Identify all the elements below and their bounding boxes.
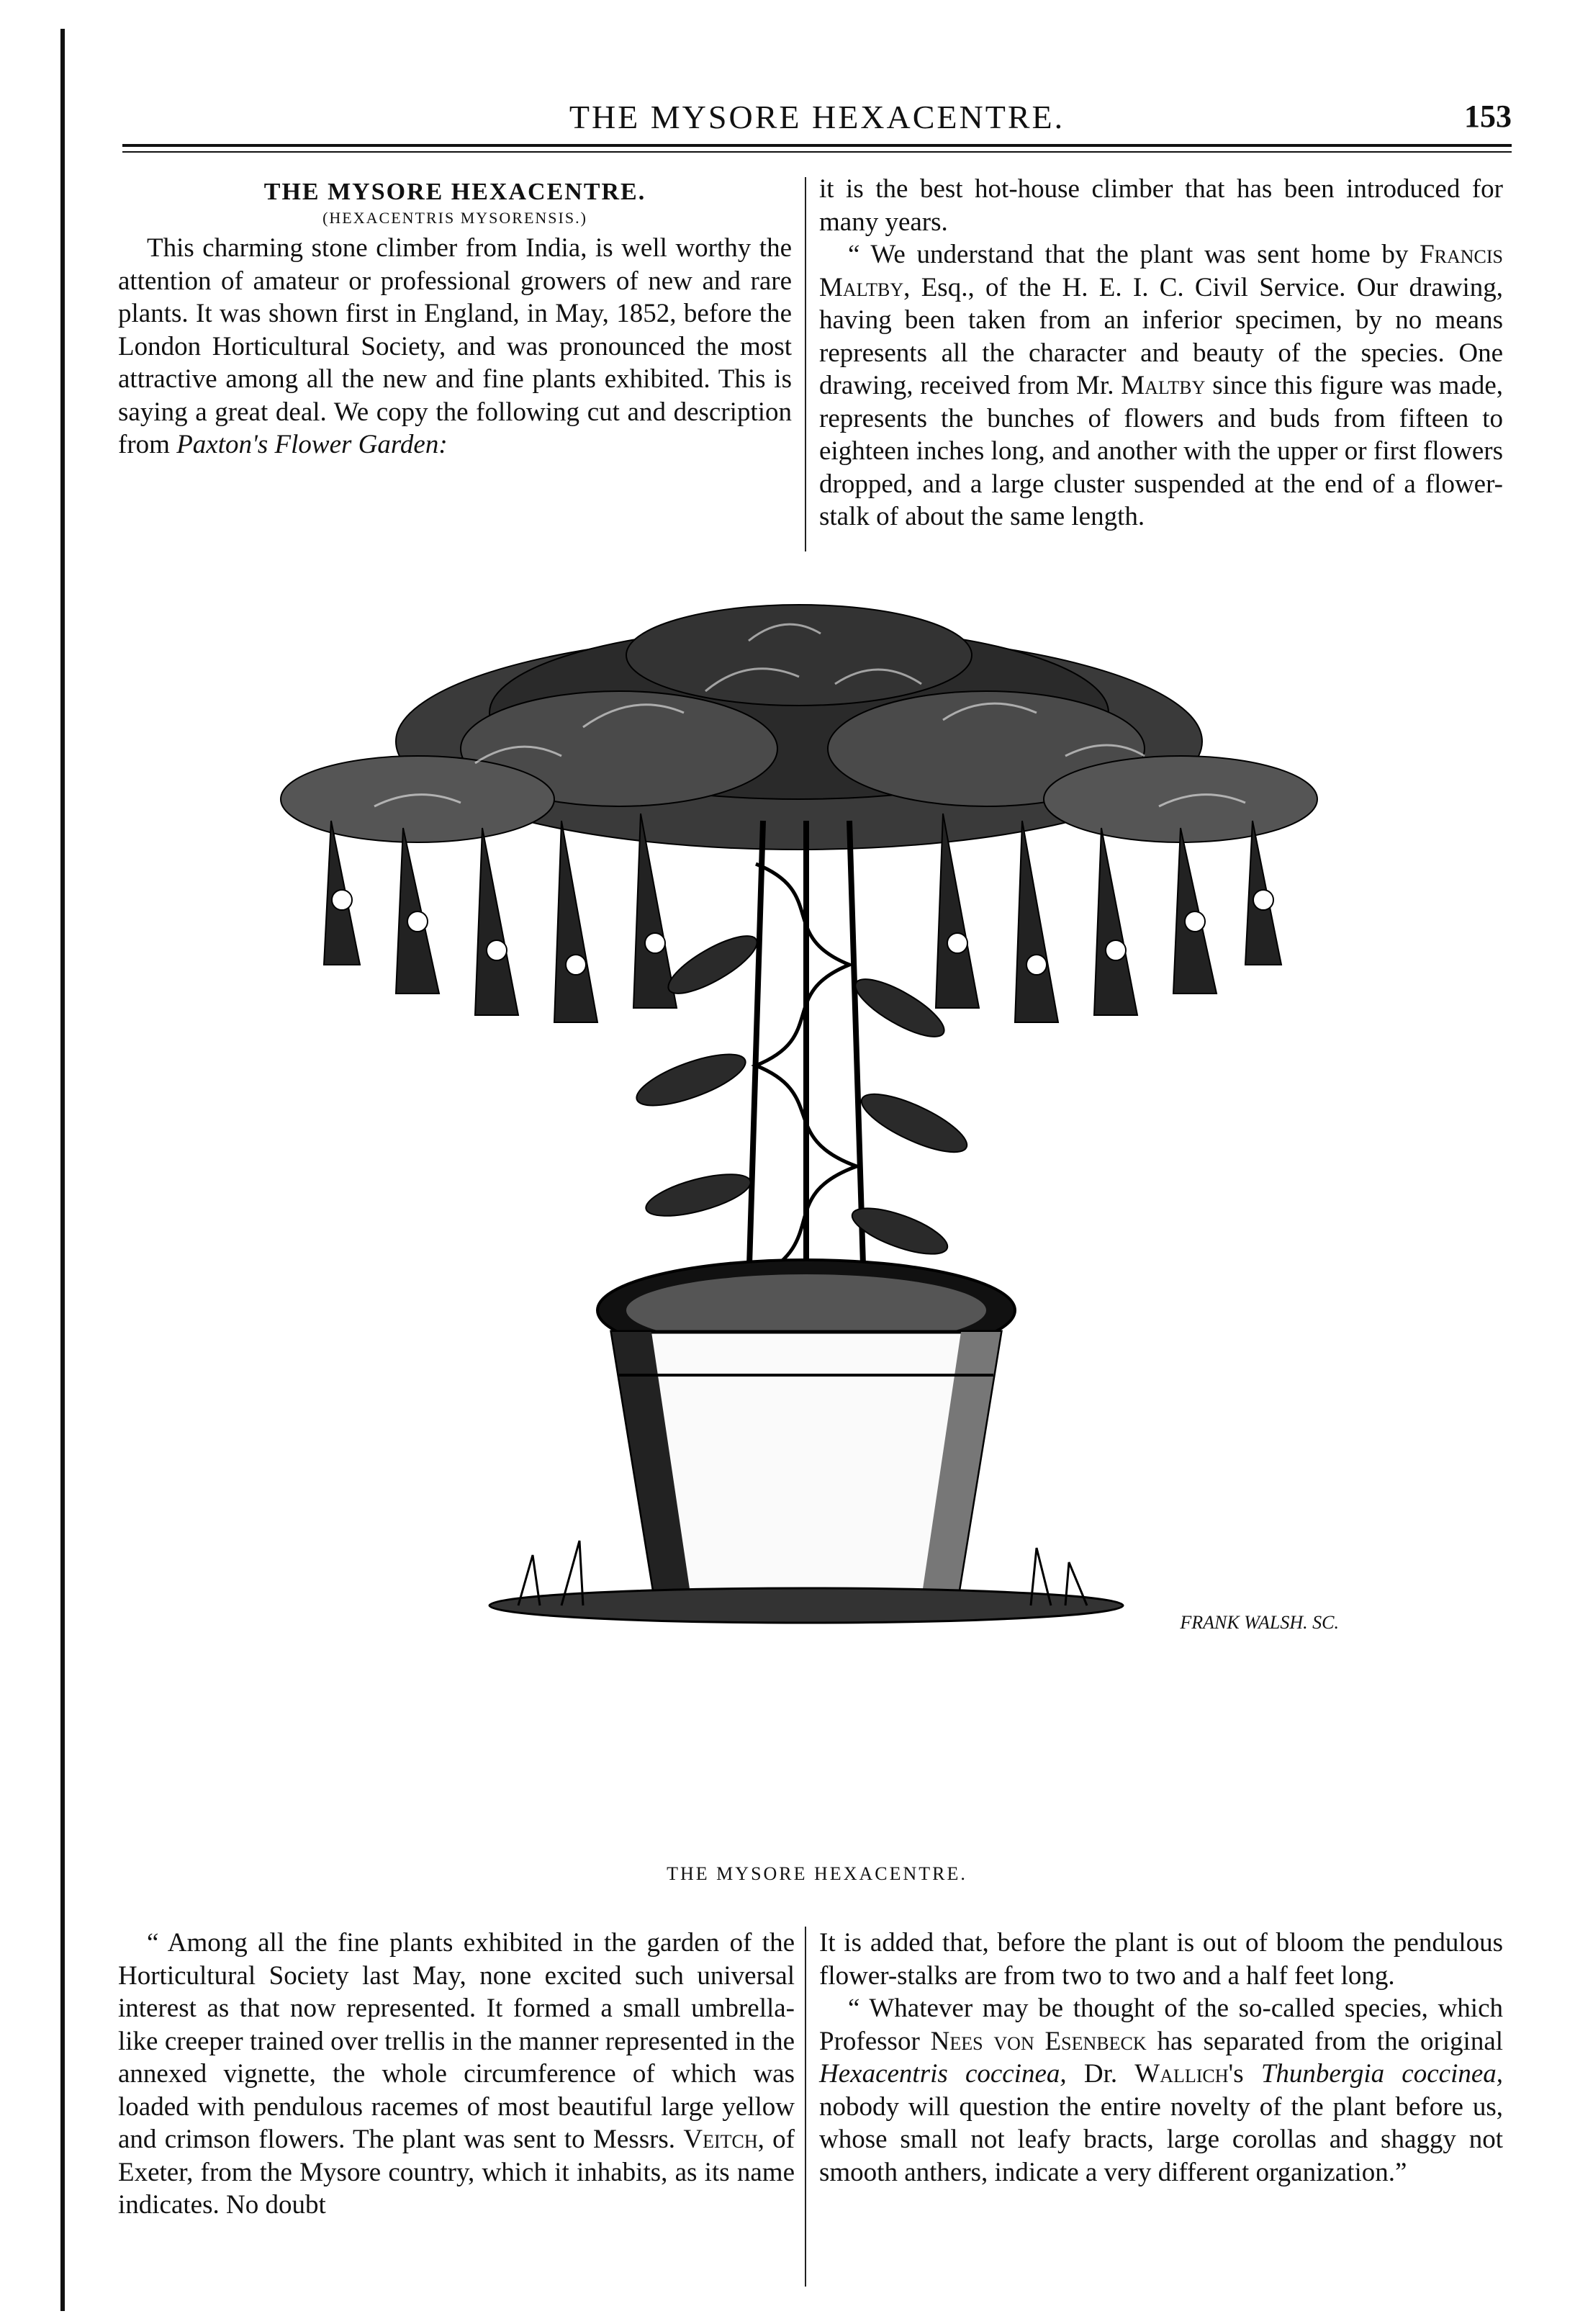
paragraph — [819, 1992, 1503, 2189]
article-title: THE MYSORE HEXACENTRE. — [263, 179, 646, 205]
column-lower-left — [118, 1927, 795, 2222]
text: Dr. — [1083, 2059, 1118, 2089]
person-name: Wallich — [1134, 2059, 1229, 2089]
text: , Esq., of the H. E. I. C. Civil Service. Our drawing, having been taken from an inferior specimen, by no means represents all the character and beauty of the species. One drawing, received from Mr. — [819, 272, 1503, 400]
flower-pot-icon — [597, 1260, 1015, 1598]
trellis-icon — [749, 821, 864, 1289]
canopy-leaves-icon — [281, 605, 1317, 850]
plant-illustration — [115, 562, 1483, 1641]
text: , of Exeter, from the Mysore country, which it inhabits, as its name indicates. No doubt — [118, 2125, 795, 2220]
column-upper-left — [118, 177, 792, 461]
running-title: THE MYSORE HEXACENTRE. — [569, 99, 1065, 135]
person-name: Maltby — [1121, 371, 1206, 400]
paragraph: it is the best hot-house climber that has been introduced for many years. — [819, 174, 1503, 237]
stem-leaves-icon — [631, 926, 974, 1264]
text: “ Whatever may be thought of the so-called species, which Professor — [819, 1994, 1503, 2056]
person-name: Veitch — [683, 2125, 758, 2154]
italic-species: Hexacentris coccinea, — [819, 2059, 1067, 2089]
person-name: Nees von Esenbeck — [930, 2026, 1147, 2056]
italic-title: Paxton's Flower Garden: — [176, 430, 448, 459]
person-name: Francis Maltby — [819, 240, 1503, 302]
engraver-signature: FRANK WALSH. SC. — [1180, 1612, 1339, 1633]
italic-species: Thunbergia coccinea, — [1260, 2059, 1504, 2089]
margin-rule — [60, 29, 65, 2311]
text: 's — [1228, 2059, 1244, 2089]
text: This charming stone climber from India, is well worthy the attention of amateur or professional growers of new and rare plants. It was shown first in England, in May, 1852, before the London Horticultural Society, and was pronounced the most attractive among all the new and fine plants exhibited. This is saying a great deal. We copy the following cut and description from — [118, 233, 792, 459]
text: has separated from the original — [1157, 2026, 1504, 2056]
header-rule — [122, 144, 1512, 147]
page-number: 153 — [1464, 99, 1512, 134]
column-upper-right — [819, 173, 1503, 533]
paragraph — [118, 1927, 795, 2222]
text: nobody will question the entire novelty of the plant before us, whose small not leafy bracts, large corollas and shaggy not smooth anthers, indicate a very different organization.” — [819, 2091, 1503, 2187]
paragraph — [118, 232, 792, 461]
text: “ Among all the fine plants exhibited in the garden of the Horticultural Society last May, none excited such universal interest as that now represented. It formed a small umbrella-like creeper trained over trellis in the manner represented in the annexed vignette, the whole circumference of which was loaded with pendulous racemes of most beautiful large yellow and crimson flowers. The plant was sent to Messrs. — [118, 1928, 795, 2154]
running-head — [122, 92, 1512, 150]
column-rule — [805, 1927, 806, 2287]
header-rule-thin — [122, 151, 1512, 153]
flower-buds-icon — [332, 890, 1273, 975]
column-lower-right — [819, 1927, 1503, 2189]
paragraph: It is added that, before the plant is out of bloom the pendulous flower-stalks are from two to two and a half feet long. — [819, 1928, 1503, 1991]
column-rule — [805, 177, 806, 551]
text: since this figure was made, represents the bunches of flowers and buds from fifteen to eighteen inches long, and another with the upper or first flowers dropped, and a large cluster suspended at the end of a flower-stalk of about the same length. — [819, 371, 1504, 531]
paragraph — [819, 238, 1503, 533]
article-subtitle: (HEXACENTRIS MYSORENSIS.) — [322, 209, 587, 227]
text: “ We understand that the plant was sent home by — [848, 240, 1409, 269]
illustration-caption: THE MYSORE HEXACENTRE. — [667, 1863, 967, 1884]
